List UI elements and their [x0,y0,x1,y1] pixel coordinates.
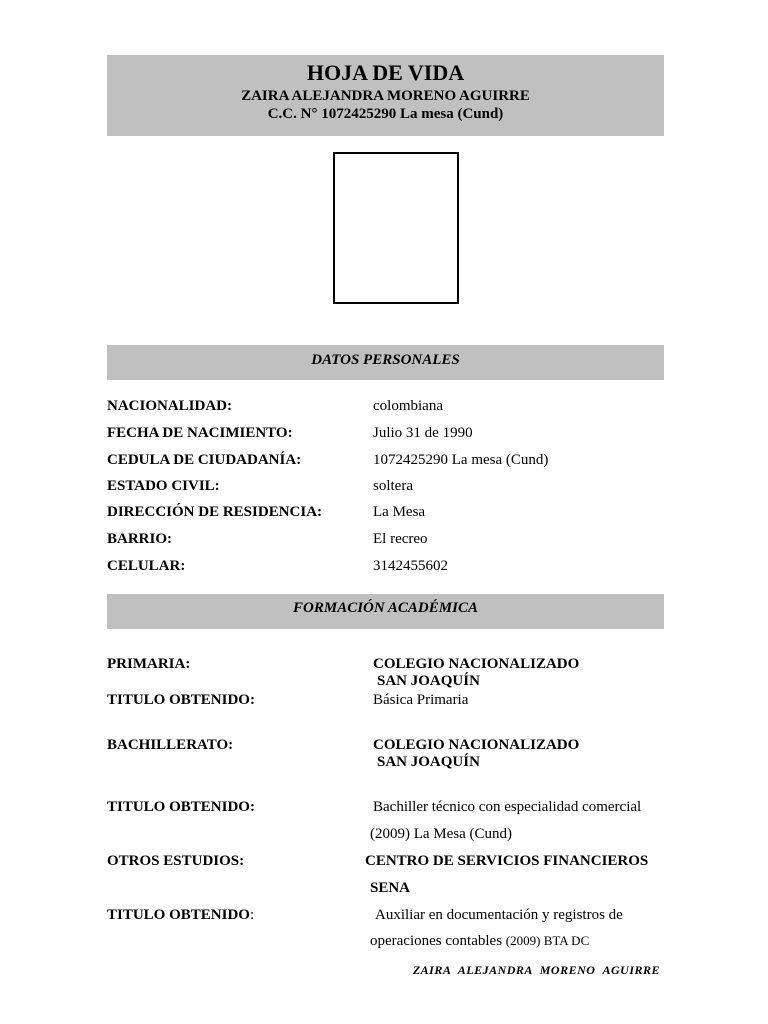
photo-placeholder [333,152,459,304]
value-titulo-sena-line2-b: (2009) BTA DC [505,933,590,948]
document-title: HOJA DE VIDA [306,60,465,85]
value-titulo-sena: Auxiliar en documentación y registros de [375,907,623,923]
label-titulo-sena [107,906,254,924]
label-primaria: PRIMARIA: [107,656,191,672]
id-line: C.C. N° 1072425290 La mesa (Cund) [267,106,504,122]
person-name: ZAIRA ALEJANDRA MORENO AGUIRRE [241,88,530,104]
footer-name: ZAIRA ALEJANDRA MORENO AGUIRRE [412,963,660,977]
label-nacionalidad: NACIONALIDAD: [107,398,233,414]
value-bachillerato-school: COLEGIO NACIONALIZADO [373,737,580,753]
label-barrio: BARRIO: [107,531,173,547]
section-title-academic: FORMACIÓN ACADÉMICA [293,600,478,616]
value-titulo-bachillerato-line2: (2009) La Mesa (Cund) [370,826,513,842]
label-cedula: CEDULA DE CIUDADANÍA: [107,452,302,468]
value-otros-estudios: CENTRO DE SERVICIOS FINANCIEROS [365,853,649,869]
label-titulo-sena-text: TITULO OBTENIDO [107,907,250,923]
value-titulo-sena-line2-a: operaciones contables [370,933,506,949]
value-titulo-primaria: Básica Primaria [373,692,469,708]
label-estado-civil: ESTADO CIVIL: [107,478,220,494]
label-direccion: DIRECCIÓN DE RESIDENCIA: [107,504,323,520]
value-direccion: La Mesa [373,504,426,520]
value-primaria-school: COLEGIO NACIONALIZADO [373,656,580,672]
value-barrio: El recreo [373,531,428,547]
label-celular: CELULAR: [107,558,186,574]
value-cedula: 1072425290 La mesa (Cund) [373,452,549,468]
value-otros-estudios-line2: SENA [370,880,411,896]
label-otros-estudios: OTROS ESTUDIOS: [107,853,245,869]
value-fecha-nacimiento: Julio 31 de 1990 [373,425,473,441]
label-titulo-bachillerato: TITULO OBTENIDO: [107,799,255,815]
value-estado-civil: soltera [373,478,413,494]
value-primaria-school-line2: SAN JOAQUÍN [377,673,480,689]
value-nacionalidad: colombiana [373,398,443,414]
label-bachillerato: BACHILLERATO: [107,737,234,753]
label-titulo-sena-colon: : [249,907,255,923]
value-bachillerato-school-line2: SAN JOAQUÍN [377,754,480,770]
value-titulo-bachillerato: Bachiller técnico con especialidad comercial [373,799,642,815]
label-titulo-primaria: TITULO OBTENIDO: [107,692,255,708]
section-title-personal: DATOS PERSONALES [311,352,460,368]
value-titulo-sena-line2 [370,932,589,950]
label-fecha-nacimiento: FECHA DE NACIMIENTO: [107,425,293,441]
value-celular: 3142455602 [373,558,448,574]
